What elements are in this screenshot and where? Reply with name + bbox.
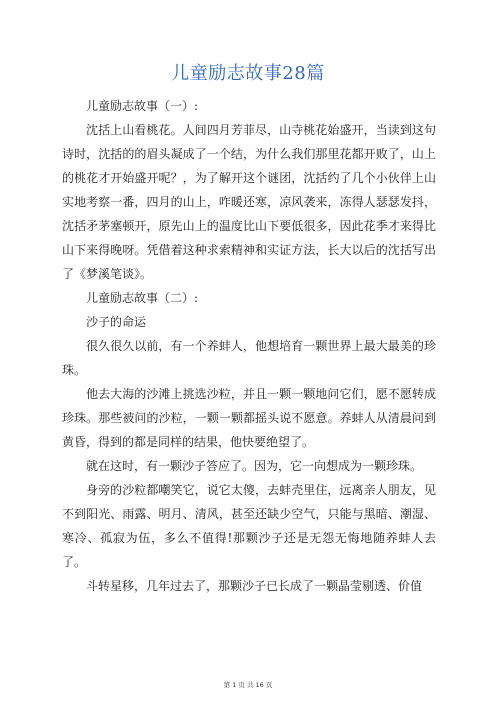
body-paragraph: 沈括上山看桃花。人间四月芳菲尽，山寺桃花始盛开，当读到这句诗时，沈括的的眉头凝成了一个结，为什么我们那里花都开败了，山上的桃花才开始盛开呢？，为了解开这个谜团，沈括约了几个小伙伴上山实地考察一番，四月的山上，咋暖还寒，凉风袭来，冻得人瑟瑟发抖，沈括矛茅塞顿开，原先山上的温度比山下要低很多，因此花季才来得比山下来得晚呀。凭借着这种求索精神和实证方法，长大以后的沈括写出了《梦溪笔谈》。 (62, 123, 436, 281)
section-heading-1: 儿童励志故事（一）: (86, 99, 199, 113)
document-title: 儿童励志故事28篇 (171, 63, 325, 84)
page-footer: 第 1 页 共 16 页 (223, 681, 273, 689)
document-body (62, 94, 436, 598)
body-paragraph: 就在这时，有一颗沙子答应了。因为，它一向想成为一颗珍珠。 (86, 459, 423, 473)
story-title: 沙子的命运 (86, 315, 147, 329)
body-paragraph: 他去大海的沙滩上挑选沙粒，并且一颗一颗地问它们，愿不愿转成珍珠。那些被问的沙粒，一颗一颗都摇头说不愿意。养蚌人从清晨问到黄昏，得到的都是同样的结果，他快要绝望了。 (62, 387, 436, 449)
body-paragraph: 斗转星移，几年过去了，那颗沙子已长成了一颗晶莹剔透、价值 (86, 579, 423, 593)
body-paragraph: 身旁的沙粒都嘲笑它，说它太傻，去蚌壳里住，远离亲人朋友，见不到阳光、雨露、明月、清风，甚至还缺少空气，只能与黑暗、潮湿、寒冷、孤寂为伍，多么不值得!那颗沙子还是无怨无悔地随养蚌人去了。 (62, 483, 436, 569)
section-heading-2: 儿童励志故事（二）: (86, 291, 199, 305)
body-paragraph: 很久很久以前，有一个养蚌人，他想培育一颗世界上最大最美的珍珠。 (62, 339, 436, 377)
